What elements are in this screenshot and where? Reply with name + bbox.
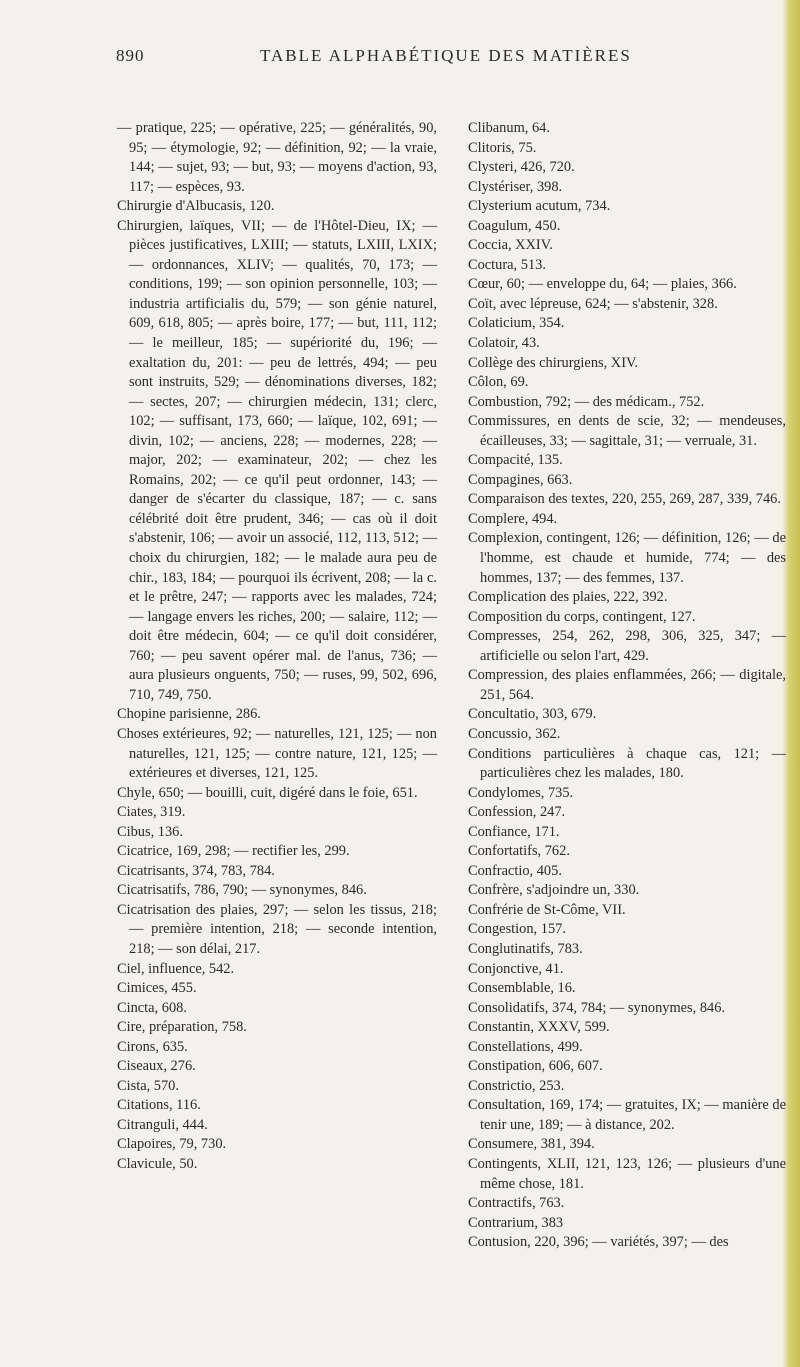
index-entry: Clitoris, 75. xyxy=(468,139,537,156)
index-entry: Contingents, XLII, 121, 123, 126; — plusieurs d'une même chose, 181. xyxy=(468,1155,786,1192)
index-entry: Cœur, 60; — enveloppe du, 64; — plaies, 366. xyxy=(468,276,737,293)
index-entry: Confrérie de St-Côme, VII. xyxy=(468,901,626,918)
page-header xyxy=(0,46,800,70)
index-entry: Commissures, en dents de scie, 32; — mendeuses, écailleuses, 33; — sagittale, 31; — verruale, 31. xyxy=(468,413,786,449)
index-entry: Conditions particulières à chaque cas, 121; — particulières chez les malades, 180. xyxy=(468,745,786,782)
index-entry: Cirons, 635. xyxy=(117,1038,188,1055)
index-entry: Consultation, 169, 174; — gratuites, IX; — manière de tenir une, 189; — à distance, 202. xyxy=(468,1097,786,1133)
index-entry: Chirurgien, laïques, VII; — de l'Hôtel-Dieu, IX; — pièces justificatives, LXIII; — statuts, LXIII, LXIX; — ordonnances, XLIV; — qualités, 70, 173; — conditions, 199; — son opinion personnelle, 103; — industria artificialis du, 579; — son génie naturel, 609, 618, 805; — après boire, 177; — but, 111, 112; — le meilleur, 185; — supériorité du, 196; — exaltation du, 201: — peu de lettrés, 494; — peu sont instruits, 529; — dénominations diverses, 182; — sectes, 207; — chirurgien médecin, 131; clerc, 102; — suffisant, 173, 660; — laïque, 102, 691; — divin, 102; — anciens, 228; — modernes, 228; — major, 202; — examinateur, 202; — chez les Romains, 202; — ce qu'il peut ordonner, 143; — danger de s'écarter du classique, 187; — c. sans célébrité doit être prudent, 346; — cas où il doit s'abstenir, 106; — avoir un associé, 112, 113, 512; — choix du chirurgien, 182; — le malade aura peu de chir., 183, 184; — pourquoi ils écrivent, 208; — la c. et le prêtre, 247; — rapports avec les malades, 724; — langage envers les riches, 200; — salaire, 112; — doit être médecin, 604; — ce qu'il doit considérer, 760; — peu savent opérer mal. de l'anus, 736; — aura plusieurs onguents, 750; — ruses, 99, 502, 696, 710, 749, 750. xyxy=(117,217,437,703)
index-entry: Constellations, 499. xyxy=(468,1038,583,1055)
index-entry: Congestion, 157. xyxy=(468,921,566,938)
index-entry: Confortatifs, 762. xyxy=(468,843,570,860)
index-entry: Concussio, 362. xyxy=(468,725,561,742)
index-entry: Constrictio, 253. xyxy=(468,1077,565,1094)
index-entry: Constantin, XXXV, 599. xyxy=(468,1019,610,1036)
index-entry: Contractifs, 763. xyxy=(468,1195,565,1212)
index-entry: Chopine parisienne, 286. xyxy=(117,706,261,723)
page-number: 890 xyxy=(116,46,145,65)
index-entry: Cicatrice, 169, 298; — rectifier les, 299. xyxy=(117,843,350,860)
index-entry: Citranguli, 444. xyxy=(117,1116,208,1133)
index-entry: Conglutinatifs, 783. xyxy=(468,940,583,957)
index-entry: Confrère, s'adjoindre un, 330. xyxy=(468,882,640,899)
index-column-left xyxy=(117,119,437,1175)
index-entry: Cire, préparation, 758. xyxy=(117,1019,247,1036)
index-entry: Combustion, 792; — des médicam., 752. xyxy=(468,393,705,410)
index-entry: Ciel, influence, 542. xyxy=(117,960,235,977)
index-entry: Chirurgie d'Albucasis, 120. xyxy=(117,198,275,215)
index-entry: Cicatrisation des plaies, 297; — selon les tissus, 218; — première intention, 218; — seconde intention, 218; — son délai, 217. xyxy=(117,901,437,957)
index-entry: Coagulum, 450. xyxy=(468,217,561,234)
index-column-right xyxy=(468,119,786,1253)
index-entry: Cibus, 136. xyxy=(117,823,183,840)
index-entry: Cicatrisatifs, 786, 790; — synonymes, 846. xyxy=(117,882,367,899)
index-entry: — pratique, 225; — opérative, 225; — généralités, 90, 95; — étymologie, 92; — définition, 92; — la vraie, 144; — sujet, 93; — but, 93; — moyens d'action, 93, 117; — espèces, 93. xyxy=(117,120,437,195)
index-entry: Clapoires, 79, 730. xyxy=(117,1136,227,1153)
index-entry: Choses extérieures, 92; — naturelles, 121, 125; — non naturelles, 121, 125; — contre nature, 121, 125; — extérieures et diverses, 121, 125. xyxy=(117,725,437,782)
index-entry: Consolidatifs, 374, 784; — synonymes, 846. xyxy=(468,999,726,1016)
index-entry: Compacité, 135. xyxy=(468,452,563,469)
index-entry: Complere, 494. xyxy=(468,510,558,527)
index-entry: Clavicule, 50. xyxy=(117,1155,198,1172)
index-entry: Confiance, 171. xyxy=(468,823,560,840)
index-entry: Compresses, 254, 262, 298, 306, 325, 347; — artificielle ou selon l'art, 429. xyxy=(468,628,786,664)
index-entry: Ciates, 319. xyxy=(117,804,186,821)
index-entry: Collège des chirurgiens, XIV. xyxy=(468,354,639,371)
index-entry: Cista, 570. xyxy=(117,1077,179,1094)
index-entry: Compression, des plaies enflammées, 266; — digitale, 251, 564. xyxy=(468,667,786,703)
index-entry: Cimices, 455. xyxy=(117,980,197,997)
index-entry: Complexion, contingent, 126; — définition, 126; — de l'homme, est chaude et humide, 774; — des hommes, 137; — des femmes, 137. xyxy=(468,530,786,586)
index-entry: Clysterium acutum, 734. xyxy=(468,198,611,215)
index-entry: Colaticium, 354. xyxy=(468,315,565,332)
index-entry: Complication des plaies, 222, 392. xyxy=(468,589,668,606)
index-entry: Condylomes, 735. xyxy=(468,784,574,801)
index-entry: Consumere, 381, 394. xyxy=(468,1136,595,1153)
index-entry: Confession, 247. xyxy=(468,804,566,821)
index-entry: Clystériser, 398. xyxy=(468,178,563,195)
index-entry: Consemblable, 16. xyxy=(468,980,576,997)
index-entry: Contusion, 220, 396; — variétés, 397; — des xyxy=(468,1234,729,1251)
index-entry: Constipation, 606, 607. xyxy=(468,1058,603,1075)
index-entry: Colatoir, 43. xyxy=(468,335,540,352)
index-entry: Confractio, 405. xyxy=(468,862,562,879)
index-entry: Coït, avec lépreuse, 624; — s'abstenir, 328. xyxy=(468,295,718,312)
running-title: TABLE ALPHABÉTIQUE DES MATIÈRES xyxy=(260,46,632,65)
index-entry: Clysteri, 426, 720. xyxy=(468,159,575,176)
index-entry: Citations, 116. xyxy=(117,1097,201,1114)
index-entry: Conjonctive, 41. xyxy=(468,960,564,977)
index-entry: Cicatrisants, 374, 783, 784. xyxy=(117,862,275,879)
index-entry: Compagines, 663. xyxy=(468,471,573,488)
index-entry: Comparaison des textes, 220, 255, 269, 287, 339, 746. xyxy=(468,491,781,508)
index-entry: Clibanum, 64. xyxy=(468,120,550,136)
index-entry: Ciseaux, 276. xyxy=(117,1058,196,1075)
index-entry: Cincta, 608. xyxy=(117,999,187,1016)
index-entry: Composition du corps, contingent, 127. xyxy=(468,608,696,625)
index-entry: Côlon, 69. xyxy=(468,374,529,391)
index-entry: Contrarium, 383 xyxy=(468,1214,564,1231)
index-entry: Concultatio, 303, 679. xyxy=(468,706,597,723)
index-entry: Chyle, 650; — bouilli, cuit, digéré dans le foie, 651. xyxy=(117,784,418,801)
index-entry: Coctura, 513. xyxy=(468,256,546,273)
index-entry: Coccia, XXIV. xyxy=(468,237,553,254)
